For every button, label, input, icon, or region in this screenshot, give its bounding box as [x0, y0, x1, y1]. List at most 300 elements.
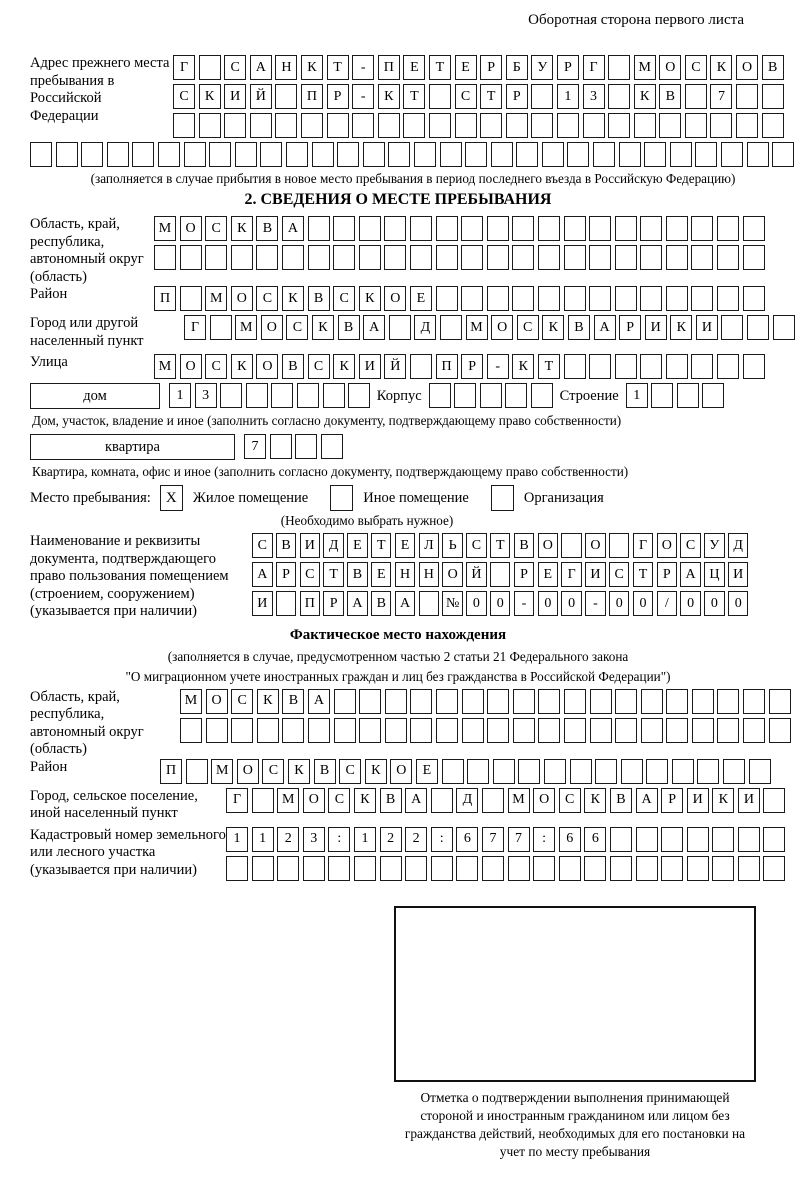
char-cell[interactable] — [557, 113, 579, 138]
char-cell[interactable]: А — [594, 315, 616, 340]
char-cell[interactable] — [666, 286, 688, 311]
char-cell[interactable] — [659, 113, 681, 138]
char-cell[interactable] — [506, 113, 528, 138]
char-cell[interactable] — [538, 286, 560, 311]
char-cell[interactable] — [721, 142, 743, 167]
char-cell[interactable] — [636, 827, 658, 852]
char-cell[interactable] — [661, 856, 683, 881]
char-cell[interactable] — [666, 354, 688, 379]
char-cell[interactable]: Е — [538, 562, 559, 587]
char-cell[interactable]: В — [276, 533, 297, 558]
char-cell[interactable]: П — [378, 55, 400, 80]
char-cell[interactable]: К — [359, 286, 381, 311]
char-cell[interactable] — [736, 113, 758, 138]
char-cell[interactable] — [461, 286, 483, 311]
char-cell[interactable]: Д — [414, 315, 436, 340]
char-cell[interactable] — [132, 142, 154, 167]
char-cell[interactable] — [615, 286, 637, 311]
char-cell[interactable]: 0 — [561, 591, 582, 616]
char-cell[interactable] — [270, 434, 292, 459]
char-cell[interactable]: 0 — [609, 591, 630, 616]
char-cell[interactable] — [641, 718, 663, 743]
char-cell[interactable] — [461, 216, 483, 241]
char-cell[interactable] — [250, 113, 272, 138]
char-cell[interactable] — [685, 84, 707, 109]
char-cell[interactable]: С — [609, 562, 630, 587]
char-cell[interactable] — [712, 856, 734, 881]
char-cell[interactable]: П — [160, 759, 182, 784]
char-cell[interactable]: 7 — [508, 827, 530, 852]
char-cell[interactable]: И — [224, 84, 246, 109]
char-cell[interactable] — [206, 718, 228, 743]
char-cell[interactable]: / — [657, 591, 678, 616]
char-cell[interactable] — [410, 216, 432, 241]
char-cell[interactable]: У — [704, 533, 725, 558]
char-cell[interactable] — [717, 718, 739, 743]
char-cell[interactable] — [743, 354, 765, 379]
char-cell[interactable] — [564, 354, 586, 379]
char-cell[interactable]: № — [442, 591, 463, 616]
char-cell[interactable] — [608, 55, 630, 80]
char-cell[interactable] — [235, 142, 257, 167]
char-cell[interactable]: О — [390, 759, 412, 784]
char-cell[interactable] — [429, 383, 451, 408]
char-cell[interactable] — [257, 718, 279, 743]
char-cell[interactable] — [769, 689, 791, 714]
char-cell[interactable] — [321, 434, 343, 459]
char-cell[interactable] — [763, 856, 785, 881]
char-cell[interactable]: Г — [184, 315, 206, 340]
char-cell[interactable]: С — [517, 315, 539, 340]
char-cell[interactable] — [531, 84, 553, 109]
char-cell[interactable] — [286, 142, 308, 167]
char-cell[interactable] — [436, 718, 458, 743]
char-cell[interactable] — [743, 718, 765, 743]
char-cell[interactable]: 3 — [303, 827, 325, 852]
char-cell[interactable] — [589, 354, 611, 379]
char-cell[interactable]: В — [371, 591, 392, 616]
char-cell[interactable] — [30, 142, 52, 167]
char-cell[interactable]: Е — [455, 55, 477, 80]
char-cell[interactable]: - — [585, 591, 606, 616]
char-cell[interactable] — [231, 245, 253, 270]
char-cell[interactable]: А — [347, 591, 368, 616]
checkbox-organization[interactable] — [491, 485, 514, 511]
char-cell[interactable] — [81, 142, 103, 167]
char-cell[interactable]: В — [568, 315, 590, 340]
char-cell[interactable]: С — [685, 55, 707, 80]
char-cell[interactable] — [538, 216, 560, 241]
char-cell[interactable] — [199, 55, 221, 80]
char-cell[interactable]: 6 — [559, 827, 581, 852]
char-cell[interactable]: С — [455, 84, 477, 109]
char-cell[interactable]: И — [696, 315, 718, 340]
char-cell[interactable] — [747, 315, 769, 340]
char-cell[interactable] — [561, 533, 582, 558]
char-cell[interactable]: Р — [619, 315, 641, 340]
char-cell[interactable] — [615, 718, 637, 743]
char-cell[interactable] — [359, 245, 381, 270]
char-cell[interactable]: С — [252, 533, 273, 558]
char-cell[interactable]: О — [657, 533, 678, 558]
char-cell[interactable]: Г — [633, 533, 654, 558]
char-cell[interactable]: Р — [480, 55, 502, 80]
char-cell[interactable] — [487, 689, 509, 714]
char-cell[interactable] — [442, 759, 464, 784]
char-cell[interactable] — [769, 718, 791, 743]
char-cell[interactable]: О — [491, 315, 513, 340]
char-cell[interactable]: Т — [429, 55, 451, 80]
char-cell[interactable]: Г — [226, 788, 248, 813]
char-cell[interactable]: К — [231, 354, 253, 379]
char-cell[interactable]: М — [205, 286, 227, 311]
char-cell[interactable]: Л — [419, 533, 440, 558]
char-cell[interactable] — [388, 142, 410, 167]
char-cell[interactable]: О — [533, 788, 555, 813]
char-cell[interactable]: М — [154, 216, 176, 241]
char-cell[interactable] — [772, 142, 794, 167]
char-cell[interactable]: Р — [461, 354, 483, 379]
char-cell[interactable]: О — [585, 533, 606, 558]
char-cell[interactable]: К — [365, 759, 387, 784]
char-cell[interactable]: В — [314, 759, 336, 784]
char-cell[interactable] — [275, 84, 297, 109]
char-cell[interactable] — [590, 689, 612, 714]
char-cell[interactable] — [158, 142, 180, 167]
char-cell[interactable]: : — [533, 827, 555, 852]
char-cell[interactable]: С — [205, 354, 227, 379]
char-cell[interactable] — [333, 245, 355, 270]
char-cell[interactable]: Р — [657, 562, 678, 587]
char-cell[interactable]: А — [282, 216, 304, 241]
char-cell[interactable]: 6 — [584, 827, 606, 852]
char-cell[interactable]: К — [670, 315, 692, 340]
char-cell[interactable] — [512, 286, 534, 311]
char-cell[interactable]: О — [442, 562, 463, 587]
char-cell[interactable]: К — [378, 84, 400, 109]
char-cell[interactable] — [354, 856, 376, 881]
char-cell[interactable]: Т — [323, 562, 344, 587]
char-cell[interactable] — [308, 718, 330, 743]
char-cell[interactable]: В — [282, 689, 304, 714]
char-cell[interactable] — [717, 354, 739, 379]
char-cell[interactable]: Р — [514, 562, 535, 587]
char-cell[interactable] — [107, 142, 129, 167]
char-cell[interactable] — [323, 383, 345, 408]
char-cell[interactable] — [403, 113, 425, 138]
char-cell[interactable] — [454, 383, 476, 408]
char-cell[interactable]: В — [256, 216, 278, 241]
char-cell[interactable]: С — [680, 533, 701, 558]
char-cell[interactable] — [456, 856, 478, 881]
char-cell[interactable] — [544, 759, 566, 784]
char-cell[interactable] — [743, 286, 765, 311]
char-cell[interactable] — [252, 856, 274, 881]
char-cell[interactable]: С — [328, 788, 350, 813]
char-cell[interactable] — [589, 216, 611, 241]
char-cell[interactable] — [743, 245, 765, 270]
char-cell[interactable] — [619, 142, 641, 167]
char-cell[interactable]: М — [180, 689, 202, 714]
char-cell[interactable] — [691, 245, 713, 270]
char-cell[interactable] — [431, 788, 453, 813]
char-cell[interactable]: П — [154, 286, 176, 311]
char-cell[interactable] — [173, 113, 195, 138]
char-cell[interactable] — [743, 216, 765, 241]
char-cell[interactable]: В — [308, 286, 330, 311]
char-cell[interactable]: : — [328, 827, 350, 852]
char-cell[interactable] — [410, 354, 432, 379]
char-cell[interactable]: Й — [466, 562, 487, 587]
char-cell[interactable] — [301, 113, 323, 138]
char-cell[interactable] — [482, 788, 504, 813]
char-cell[interactable] — [405, 856, 427, 881]
char-cell[interactable]: К — [231, 216, 253, 241]
char-cell[interactable] — [692, 689, 714, 714]
char-cell[interactable]: 7 — [710, 84, 732, 109]
char-cell[interactable] — [533, 856, 555, 881]
char-cell[interactable]: С — [205, 216, 227, 241]
char-cell[interactable]: Т — [403, 84, 425, 109]
char-cell[interactable]: С — [286, 315, 308, 340]
char-cell[interactable]: А — [636, 788, 658, 813]
char-cell[interactable] — [210, 315, 232, 340]
char-cell[interactable]: Е — [347, 533, 368, 558]
char-cell[interactable] — [762, 113, 784, 138]
char-cell[interactable]: Е — [416, 759, 438, 784]
char-cell[interactable]: 0 — [466, 591, 487, 616]
char-cell[interactable] — [282, 245, 304, 270]
char-cell[interactable] — [646, 759, 668, 784]
char-cell[interactable] — [589, 286, 611, 311]
char-cell[interactable]: Т — [371, 533, 392, 558]
char-cell[interactable] — [359, 689, 381, 714]
char-cell[interactable] — [692, 718, 714, 743]
char-cell[interactable]: Д — [323, 533, 344, 558]
char-cell[interactable]: Г — [173, 55, 195, 80]
char-cell[interactable]: К — [542, 315, 564, 340]
char-cell[interactable] — [461, 245, 483, 270]
char-cell[interactable] — [205, 245, 227, 270]
char-cell[interactable] — [609, 533, 630, 558]
char-cell[interactable]: В — [514, 533, 535, 558]
char-cell[interactable] — [487, 245, 509, 270]
char-cell[interactable] — [312, 142, 334, 167]
char-cell[interactable] — [334, 689, 356, 714]
char-cell[interactable]: С — [466, 533, 487, 558]
char-cell[interactable] — [380, 856, 402, 881]
char-cell[interactable] — [747, 142, 769, 167]
char-cell[interactable] — [634, 113, 656, 138]
checkbox-other-premises[interactable] — [330, 485, 353, 511]
char-cell[interactable] — [615, 689, 637, 714]
char-cell[interactable]: 1 — [557, 84, 579, 109]
char-cell[interactable]: И — [300, 533, 321, 558]
char-cell[interactable]: Т — [327, 55, 349, 80]
char-cell[interactable]: А — [308, 689, 330, 714]
char-cell[interactable] — [640, 286, 662, 311]
char-cell[interactable]: О — [659, 55, 681, 80]
char-cell[interactable]: О — [180, 216, 202, 241]
char-cell[interactable]: И — [359, 354, 381, 379]
char-cell[interactable] — [567, 142, 589, 167]
char-cell[interactable]: 0 — [704, 591, 725, 616]
char-cell[interactable] — [410, 718, 432, 743]
char-cell[interactable]: Н — [275, 55, 297, 80]
char-cell[interactable] — [199, 113, 221, 138]
char-cell[interactable] — [275, 113, 297, 138]
char-cell[interactable]: Р — [323, 591, 344, 616]
char-cell[interactable]: 7 — [482, 827, 504, 852]
char-cell[interactable] — [610, 856, 632, 881]
char-cell[interactable] — [487, 216, 509, 241]
char-cell[interactable] — [608, 84, 630, 109]
char-cell[interactable] — [429, 84, 451, 109]
char-cell[interactable]: Н — [395, 562, 416, 587]
char-cell[interactable]: К — [312, 315, 334, 340]
char-cell[interactable] — [691, 354, 713, 379]
char-cell[interactable] — [184, 142, 206, 167]
char-cell[interactable]: К — [712, 788, 734, 813]
char-cell[interactable]: М — [277, 788, 299, 813]
char-cell[interactable] — [641, 689, 663, 714]
char-cell[interactable]: У — [531, 55, 553, 80]
char-cell[interactable]: О — [206, 689, 228, 714]
char-cell[interactable]: О — [237, 759, 259, 784]
char-cell[interactable] — [615, 354, 637, 379]
char-cell[interactable]: М — [211, 759, 233, 784]
char-cell[interactable]: П — [301, 84, 323, 109]
char-cell[interactable]: В — [282, 354, 304, 379]
char-cell[interactable] — [384, 245, 406, 270]
char-cell[interactable] — [593, 142, 615, 167]
char-cell[interactable]: К — [282, 286, 304, 311]
char-cell[interactable]: К — [333, 354, 355, 379]
char-cell[interactable] — [440, 142, 462, 167]
char-cell[interactable] — [431, 856, 453, 881]
char-cell[interactable]: К — [257, 689, 279, 714]
char-cell[interactable] — [493, 759, 515, 784]
char-cell[interactable] — [277, 856, 299, 881]
char-cell[interactable]: С — [231, 689, 253, 714]
char-cell[interactable] — [180, 245, 202, 270]
char-cell[interactable] — [743, 689, 765, 714]
char-cell[interactable]: С — [300, 562, 321, 587]
char-cell[interactable]: 2 — [405, 827, 427, 852]
char-cell[interactable] — [687, 827, 709, 852]
char-cell[interactable]: М — [634, 55, 656, 80]
char-cell[interactable] — [710, 113, 732, 138]
char-cell[interactable] — [518, 759, 540, 784]
char-cell[interactable] — [384, 216, 406, 241]
char-cell[interactable]: К — [301, 55, 323, 80]
char-cell[interactable]: П — [300, 591, 321, 616]
char-cell[interactable] — [352, 113, 374, 138]
char-cell[interactable]: - — [352, 55, 374, 80]
char-cell[interactable] — [640, 354, 662, 379]
char-cell[interactable]: Е — [395, 533, 416, 558]
char-cell[interactable] — [271, 383, 293, 408]
char-cell[interactable] — [308, 216, 330, 241]
char-cell[interactable] — [440, 315, 462, 340]
char-cell[interactable] — [154, 245, 176, 270]
char-cell[interactable]: Ь — [442, 533, 463, 558]
char-cell[interactable]: С — [256, 286, 278, 311]
char-cell[interactable]: - — [352, 84, 374, 109]
char-cell[interactable] — [378, 113, 400, 138]
char-cell[interactable] — [256, 245, 278, 270]
char-cell[interactable]: О — [180, 354, 202, 379]
char-cell[interactable]: С — [559, 788, 581, 813]
char-cell[interactable]: Р — [276, 562, 297, 587]
char-cell[interactable] — [721, 315, 743, 340]
char-cell[interactable] — [717, 286, 739, 311]
char-cell[interactable] — [773, 315, 795, 340]
char-cell[interactable] — [363, 142, 385, 167]
char-cell[interactable] — [640, 245, 662, 270]
char-cell[interactable] — [276, 591, 297, 616]
char-cell[interactable] — [482, 856, 504, 881]
char-cell[interactable] — [462, 718, 484, 743]
char-cell[interactable] — [595, 759, 617, 784]
char-cell[interactable]: Е — [403, 55, 425, 80]
char-cell[interactable] — [224, 113, 246, 138]
char-cell[interactable] — [695, 142, 717, 167]
char-cell[interactable]: Т — [480, 84, 502, 109]
char-cell[interactable]: Б — [506, 55, 528, 80]
char-cell[interactable]: Г — [583, 55, 605, 80]
char-cell[interactable] — [559, 856, 581, 881]
char-cell[interactable]: М — [235, 315, 257, 340]
char-cell[interactable]: К — [710, 55, 732, 80]
char-cell[interactable]: Г — [561, 562, 582, 587]
char-cell[interactable] — [455, 113, 477, 138]
char-cell[interactable]: Р — [506, 84, 528, 109]
char-cell[interactable]: Т — [538, 354, 560, 379]
char-cell[interactable] — [436, 216, 458, 241]
char-cell[interactable]: А — [363, 315, 385, 340]
char-cell[interactable]: А — [252, 562, 273, 587]
char-cell[interactable] — [348, 383, 370, 408]
char-cell[interactable] — [308, 245, 330, 270]
char-cell[interactable] — [763, 827, 785, 852]
char-cell[interactable] — [691, 286, 713, 311]
char-cell[interactable] — [436, 689, 458, 714]
char-cell[interactable] — [516, 142, 538, 167]
char-cell[interactable] — [589, 245, 611, 270]
char-cell[interactable]: - — [514, 591, 535, 616]
char-cell[interactable]: - — [487, 354, 509, 379]
char-cell[interactable] — [487, 286, 509, 311]
char-cell[interactable] — [337, 142, 359, 167]
char-cell[interactable] — [691, 216, 713, 241]
char-cell[interactable]: В — [762, 55, 784, 80]
char-cell[interactable] — [717, 245, 739, 270]
char-cell[interactable] — [487, 718, 509, 743]
char-cell[interactable]: О — [736, 55, 758, 80]
char-cell[interactable] — [531, 113, 553, 138]
char-cell[interactable] — [186, 759, 208, 784]
char-cell[interactable] — [480, 383, 502, 408]
char-cell[interactable] — [180, 718, 202, 743]
char-cell[interactable] — [303, 856, 325, 881]
char-cell[interactable] — [480, 113, 502, 138]
char-cell[interactable]: М — [508, 788, 530, 813]
char-cell[interactable]: 1 — [252, 827, 274, 852]
char-cell[interactable] — [697, 759, 719, 784]
char-cell[interactable] — [209, 142, 231, 167]
char-cell[interactable]: Д — [456, 788, 478, 813]
